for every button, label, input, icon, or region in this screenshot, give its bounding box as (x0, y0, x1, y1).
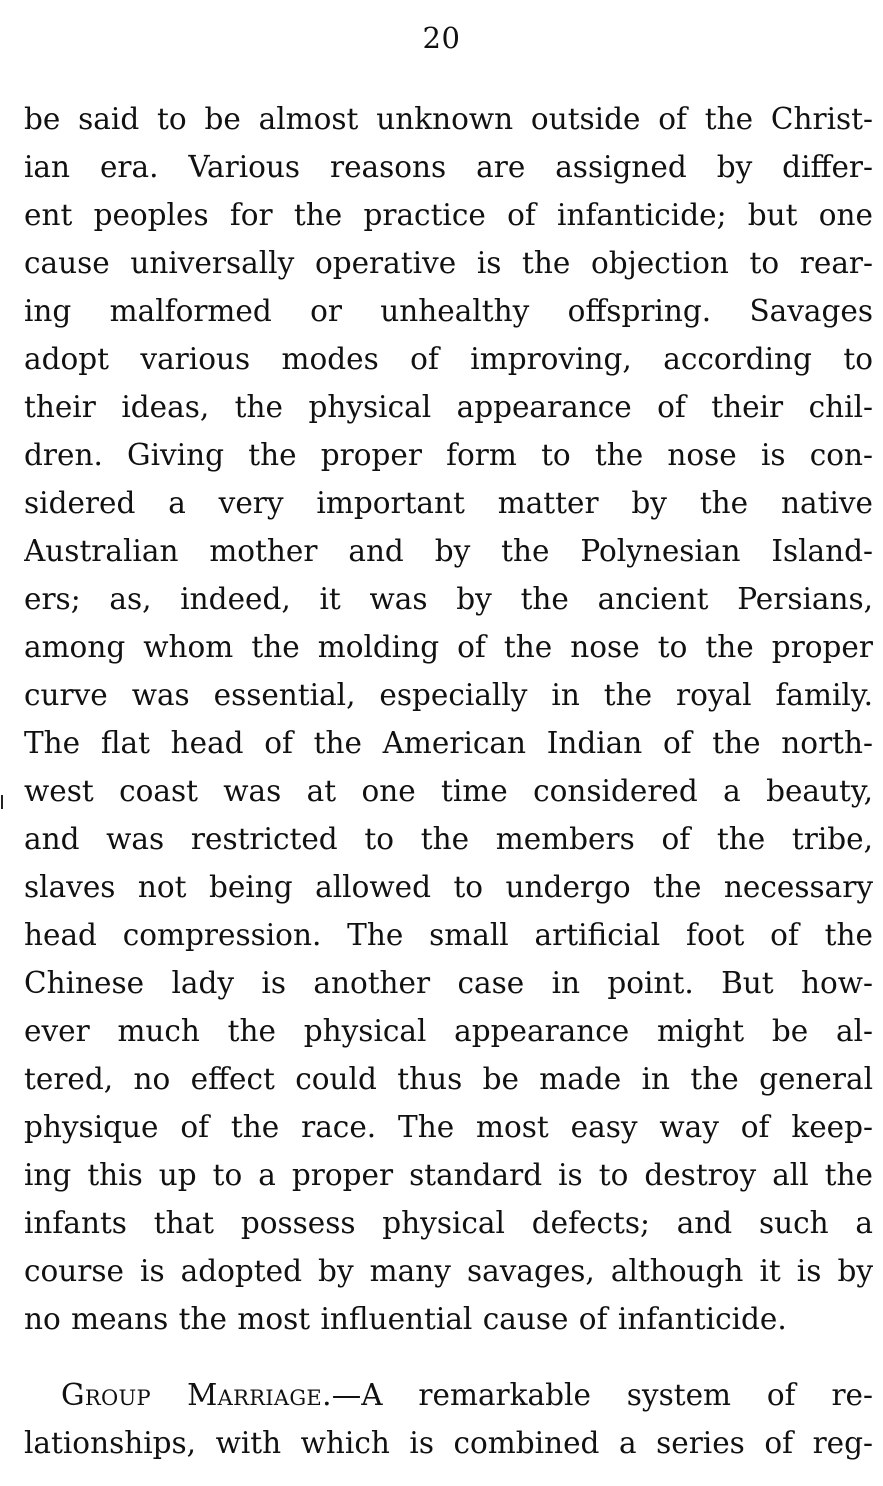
text-line: curve was essential, especially in the royal family. (24, 678, 873, 712)
text-line: infants that possess physical defects; and such a (24, 1206, 873, 1240)
text-line: ian era. Various reasons are assigned by differ- (24, 150, 873, 184)
text-line: Australian mother and by the Polynesian Island- (24, 534, 873, 568)
text-line: physique of the race. The most easy way of keep- (24, 1110, 873, 1144)
text-line: adopt various modes of improving, according to (24, 342, 873, 376)
section-heading: Group Marriage. (61, 1378, 332, 1412)
text-line: slaves not being allowed to undergo the necessary (24, 870, 873, 904)
text-line: be said to be almost unknown outside of the Christ- (24, 102, 873, 136)
text-line: lationships, with which is combined a series of reg- (24, 1426, 873, 1460)
text-line: ever much the physical appearance might be al- (24, 1014, 873, 1048)
text-line: and was restricted to the members of the tribe, (24, 822, 873, 856)
text-line: The flat head of the American Indian of the north- (24, 726, 873, 760)
text-line: ing malformed or unhealthy offspring. Savages (24, 294, 873, 328)
text-line: ing this up to a proper standard is to destroy all the (24, 1158, 873, 1192)
text-line (24, 1371, 873, 1419)
text-line: ers; as, indeed, it was by the ancient Persians, (24, 582, 873, 616)
text-line: course is adopted by many savages, although it is by (24, 1254, 873, 1288)
text-line: tered, no effect could thus be made in the general (24, 1062, 873, 1096)
page-number: 20 (422, 21, 461, 55)
text-line: west coast was at one time considered a beauty, (24, 774, 873, 808)
text-line: no means the most influential cause of infanticide. (24, 1302, 787, 1336)
text-line: head compression. The small artificial foot of the (24, 918, 873, 952)
paragraph-infanticide (24, 95, 873, 1343)
text-line: sidered a very important matter by the native (24, 486, 873, 520)
text-line: Chinese lady is another case in point. But how- (24, 966, 873, 1000)
text-line: ent peoples for the practice of infanticide; but one (24, 198, 873, 232)
text-line: among whom the molding of the nose to the proper (24, 630, 873, 664)
text-line: dren. Giving the proper form to the nose is con- (24, 438, 873, 472)
margin-mark (1, 795, 3, 809)
text-line: their ideas, the physical appearance of their chil- (24, 390, 873, 424)
paragraph-group-marriage (24, 1371, 873, 1467)
text-line: cause universally operative is the objection to rear- (24, 246, 873, 280)
text-line-rest: —A remarkable system of re- (331, 1378, 873, 1412)
